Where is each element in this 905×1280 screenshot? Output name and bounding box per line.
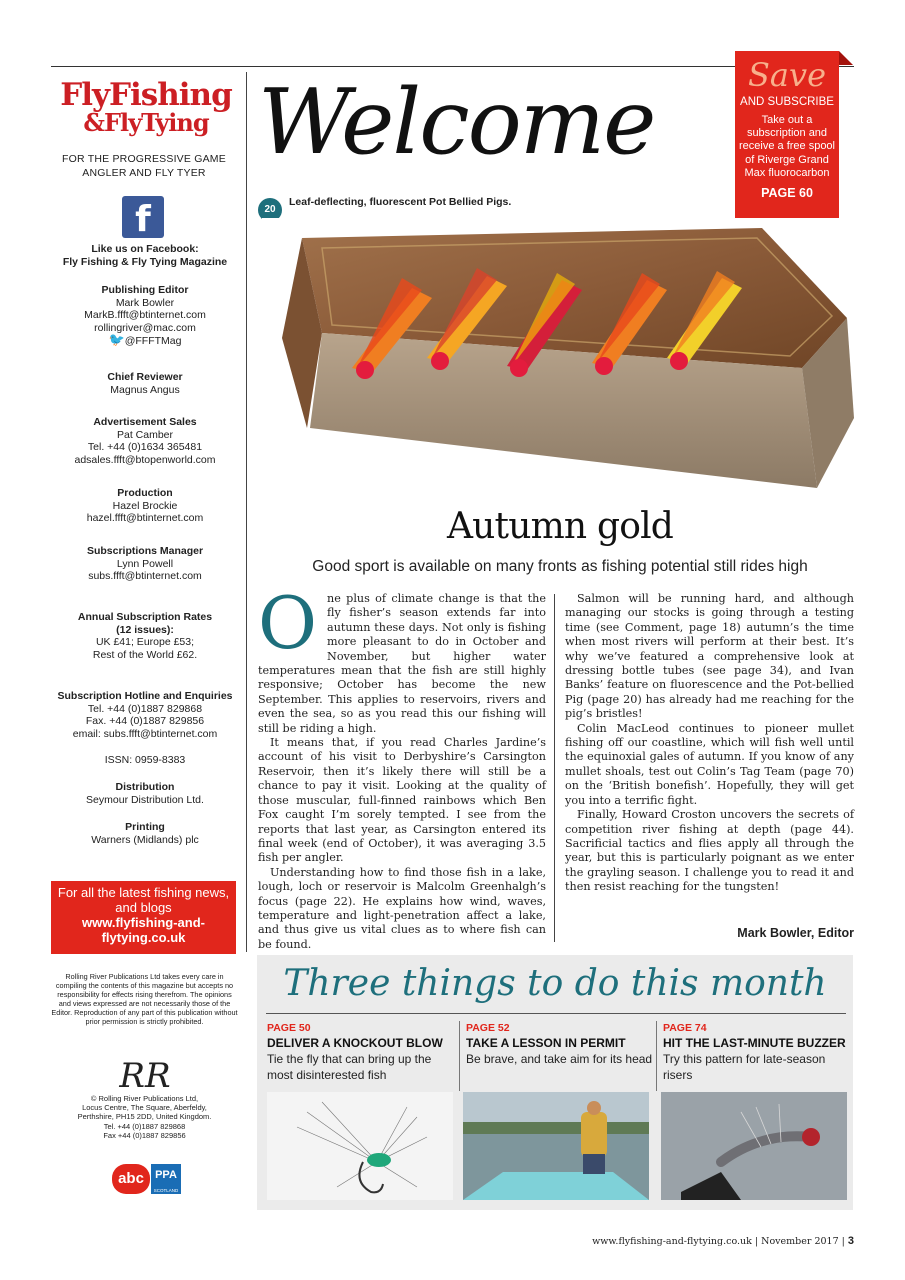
item-title: HIT THE LAST-MINUTE BUZZER <box>663 1036 846 1050</box>
copyright-line: Fax +44 (0)1887 829856 <box>103 1130 186 1140</box>
column-divider <box>554 594 555 942</box>
facebook-text: Like us on Facebook: <box>91 243 199 255</box>
hotline-tel: Tel. +44 (0)1887 829868 <box>87 702 203 715</box>
flies-on-box-photo <box>262 218 854 515</box>
permit-boat-photo <box>463 1092 649 1200</box>
hotline-email[interactable]: email: subs.ffft@btinternet.com <box>72 727 218 740</box>
photo-caption: Leaf-deflecting, fluorescent Pot Bellied Pigs. <box>289 196 512 208</box>
ad-sales-name: Pat Camber <box>116 428 174 441</box>
chief-reviewer-name: Magnus Angus <box>110 383 180 396</box>
magazine-logo: FlyFishing <box>60 77 232 113</box>
ppa-logo <box>151 1164 181 1194</box>
three-things-rule <box>266 1013 846 1014</box>
editor-signature: Mark Bowler, Editor <box>737 926 854 940</box>
subs-manager-name: Lynn Powell <box>116 557 174 570</box>
hotline-block <box>52 690 238 740</box>
page-footer <box>560 1235 854 1247</box>
facebook-page[interactable]: Fly Fishing & Fly Tying Magazine <box>62 255 228 268</box>
distribution-block <box>52 781 238 806</box>
page-number: 3 <box>847 1235 854 1247</box>
article-paragraph: It means that, if you read Charles Jardine’s account of his visit to Derbyshire’s Carsington Reservoir, then it’s likely there will still be a chance to pay it visit. Looking at the quality of those muscular, full-finned rainbows which Ben Fox caught I’m sorely tempted. I see from the reports that last year, as Carsington entered its final week (end of October), it was averaging 3.5 fish per angler. <box>258 736 546 865</box>
three-things-item[interactable] <box>466 1021 654 1067</box>
copyright-line: Perthshire, PH15 2DD, United Kingdom. <box>77 1112 212 1122</box>
article-column-left <box>258 581 546 952</box>
subscribe-page-ref: PAGE 60 <box>761 186 813 201</box>
promo-text: For all the latest fishing news, and blogs <box>57 885 230 915</box>
three-things-item[interactable] <box>267 1021 455 1083</box>
subscribe-offer: Take out a subscription and receive a free spool of Riverge Grand Max fluorocarbon <box>739 114 835 179</box>
chief-reviewer-block <box>52 371 238 396</box>
publishing-editor-email[interactable]: MarkB.ffft@btinternet.com <box>84 309 206 321</box>
production-email[interactable]: hazel.ffft@btinternet.com <box>86 512 204 524</box>
issn: ISSN: 0959-8383 <box>104 754 186 766</box>
article-standfirst: Good sport is available on many fronts as fishing potential still rides high <box>312 558 808 575</box>
article-paragraph: Colin MacLeod continues to pioneer mullet fishing off our coastline, which will fish well until the equinoxial gales of autumn. If you know of any mullet shoals, test out Colin’s Tag Team (page 70) on the ‘British bonefish’. Hopefully, they will get you into a terrific fight. <box>565 721 854 807</box>
rates-line: UK £41; Europe £53; <box>95 636 195 648</box>
facebook-block <box>52 243 238 268</box>
production-title: Production <box>117 487 173 499</box>
disclaimer: Rolling River Publications Ltd takes every care in compiling the contents of this magazine but accepts no responsibility for effects rising therefrom. The opinions and views expressed are not necessarily those of the Editor. Reproduction of any part of this publication without prior permission is strictly prohibited. <box>51 972 238 1026</box>
twitter-handle: @FFFTMag <box>124 335 182 347</box>
ad-sales-tel: Tel. +44 (0)1634 365481 <box>87 441 203 453</box>
twitter-link[interactable] <box>52 334 238 348</box>
item-description: Be brave, and take aim for its head <box>466 1052 653 1066</box>
ad-sales-email[interactable]: adsales.ffft@btopenworld.com <box>74 453 216 466</box>
magazine-logo-sub: &FlyTying <box>83 108 209 137</box>
article-paragraph: Understanding how to find those fish in a lake, lough, loch or reservoir is Malcolm Greenhalgh’s focus (page 22). He explains how wind, waves, temperature and light-penetration affect a lake, and thus give us vital clues as to where fish can be found. <box>258 865 546 951</box>
item-title: DELIVER A KNOCKOUT BLOW <box>267 1036 443 1050</box>
ad-sales-block <box>52 416 238 466</box>
rates-block <box>52 611 238 661</box>
facebook-icon[interactable]: f <box>122 196 164 238</box>
save-box-fold <box>839 51 853 65</box>
footer-text: www.flyfishing-and-flytying.co.uk | November 2017 | <box>592 1236 845 1247</box>
ppa-logo-text: PPA <box>155 1169 177 1181</box>
publishing-editor-block <box>52 284 238 348</box>
item-title: TAKE A LESSON IN PERMIT <box>466 1036 626 1050</box>
ad-sales-title: Advertisement Sales <box>93 416 197 428</box>
article-paragraph: ne plus of climate change is that the fly fisher’s season extends far into autumn these days. Not only is fishing more pleasant to do in October and November, but higher water temperatures mean that the fish are still highly responsive; October has become the new September. This applies to reservoirs, rivers and even the sea, so as you read this our fishing will still be riding a high. <box>258 592 546 735</box>
publishing-editor-title: Publishing Editor <box>101 284 189 296</box>
dry-fly-photo <box>267 1092 453 1200</box>
printing-block <box>52 821 238 846</box>
copyright-block <box>51 1094 238 1140</box>
item-page-ref: PAGE 74 <box>663 1022 707 1034</box>
page-badge: 20 <box>258 198 282 222</box>
copyright-line: Locus Centre, The Square, Aberfeldy, <box>82 1103 207 1113</box>
subs-manager-block <box>52 545 238 583</box>
rates-subtitle: (12 issues): <box>116 623 174 636</box>
website-promo[interactable] <box>51 881 236 954</box>
twitter-icon: 🐦 <box>108 332 125 347</box>
distribution-title: Distribution <box>115 781 175 793</box>
item-divider <box>459 1021 460 1091</box>
publishing-editor-email-alt[interactable]: rollingriver@mac.com <box>94 321 196 334</box>
item-page-ref: PAGE 52 <box>466 1022 510 1034</box>
sidebar-divider <box>246 72 247 952</box>
abc-logo: abc <box>112 1164 150 1194</box>
drop-cap: O <box>258 581 318 665</box>
item-description: Tie the fly that can bring up the most disinterested fish <box>267 1052 432 1082</box>
ppa-logo-sub: SCOTLAND <box>153 1188 179 1193</box>
hotline-title: Subscription Hotline and Enquiries <box>57 690 233 702</box>
three-things-item[interactable] <box>663 1021 851 1083</box>
printing-name: Warners (Midlands) plc <box>91 833 199 846</box>
item-divider <box>656 1021 657 1091</box>
rates-title: Annual Subscription Rates <box>77 611 213 623</box>
item-description: Try this pattern for late-season risers <box>663 1052 826 1082</box>
distribution-name: Seymour Distribution Ltd. <box>86 793 204 806</box>
subs-manager-email[interactable]: subs.ffft@btinternet.com <box>88 570 202 582</box>
article-paragraph: Finally, Howard Croston uncovers the secrets of competition river fishing at depth (page 44). Sacrificial tactics and flies apply all through the year, but this is particularly poignant as we enter the grayling season. I challenge you to read it and then resist reaching for the tungsten! <box>565 808 854 894</box>
save-subscribe-box[interactable] <box>735 51 839 245</box>
copyright-line: Tel. +44 (0)1887 829868 <box>103 1121 186 1131</box>
promo-url[interactable]: www.flyfishing-and-flytying.co.uk <box>81 915 205 945</box>
subs-manager-title: Subscriptions Manager <box>86 545 204 557</box>
three-things-title: Three things to do this month <box>283 963 827 1004</box>
save-title: Save <box>747 56 826 94</box>
top-rule <box>51 66 854 67</box>
production-name: Hazel Brockie <box>112 499 178 512</box>
chief-reviewer-title: Chief Reviewer <box>107 371 183 383</box>
hotline-fax: Fax. +44 (0)1887 829856 <box>85 715 205 727</box>
tagline: FOR THE PROGRESSIVE GAME ANGLER AND FLY TYER <box>62 153 226 179</box>
rolling-river-logo: RR <box>119 1056 171 1096</box>
publishing-editor-name: Mark Bowler <box>115 296 175 309</box>
article-headline: Autumn gold <box>446 506 674 547</box>
copyright-line: © Rolling River Publications Ltd, <box>90 1094 199 1103</box>
article-paragraph: Salmon will be running hard, and although managing our stocks is going through a testing time (see Comment, page 18) autumn’s the time when most rivers will perform at their best. It’s why we’ve featured a comprehensive look at dressing bottle tubes (see page 34), and Ivan Banks’ feature on fluorescence and the Pot-bellied Pig (page 20) has already had me reaching for the pig’s bristles! <box>565 592 854 721</box>
buzzer-fly-photo <box>661 1092 847 1200</box>
printing-title: Printing <box>125 821 165 833</box>
welcome-title: Welcome <box>258 70 655 175</box>
production-block <box>52 487 238 525</box>
rates-line: Rest of the World £62. <box>92 648 198 661</box>
and-subscribe: AND SUBSCRIBE <box>740 96 834 108</box>
article-column-right <box>565 592 854 895</box>
item-page-ref: PAGE 50 <box>267 1022 311 1034</box>
